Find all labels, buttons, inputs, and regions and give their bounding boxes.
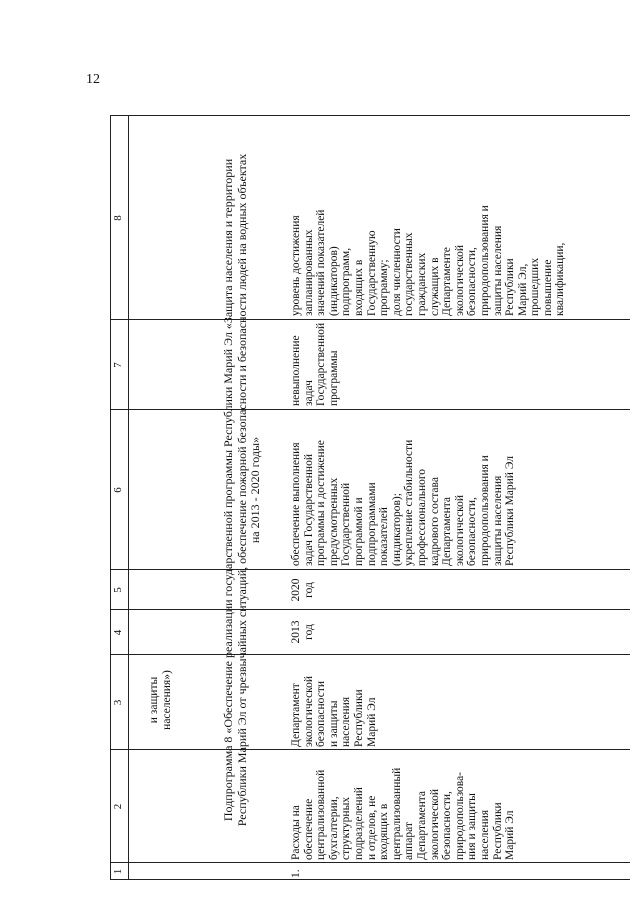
col-border-8 — [110, 115, 630, 116]
text-line: 2013 — [290, 620, 302, 644]
text-line: Департамент — [290, 683, 302, 747]
title-line: на 2013 - 2020 годы» — [248, 436, 262, 544]
text-line: предусмотренных — [327, 477, 340, 566]
row-executor-cell — [290, 657, 378, 747]
text-line: безопасности, — [466, 497, 479, 566]
text-line: Республики — [504, 258, 517, 316]
text-line: защиты населения — [491, 225, 504, 316]
text-line: безопасности, — [441, 791, 454, 860]
text-line: Республики Марий Эл — [504, 455, 517, 566]
text-line: экологической — [302, 675, 315, 747]
text-line: экологической — [428, 788, 441, 860]
row-indicator-cell — [290, 120, 567, 316]
header-col-5: 5 — [112, 587, 124, 593]
header-col-6: 6 — [112, 487, 124, 493]
header-col-2: 2 — [112, 803, 124, 810]
text-line: программой и — [352, 497, 365, 566]
col-border-5 — [110, 569, 630, 570]
text-line: подпрограммами — [365, 482, 378, 566]
text-line: квалификации, — [554, 242, 567, 316]
text-line: Марий Эл — [504, 810, 517, 860]
header-row-border — [128, 115, 129, 880]
text-line: подпрограмм, — [340, 247, 353, 316]
col-border-4 — [110, 609, 630, 610]
text-line: задач — [302, 380, 315, 406]
page-number: 12 — [86, 72, 100, 87]
text-line: год — [302, 624, 315, 640]
text-line: Марий Эл — [365, 697, 378, 747]
text-line: Департамента — [441, 496, 454, 566]
continued-executor-cell — [148, 655, 173, 745]
text-line: служащих в — [428, 257, 441, 316]
text-line: населения») — [160, 670, 173, 730]
text-line: Департамента — [415, 790, 428, 860]
row-number: 1. — [290, 869, 302, 878]
text-line: защиты населения — [491, 475, 504, 566]
text-line: профессионального — [415, 468, 428, 566]
text-line: значений показателей — [315, 209, 328, 316]
text-line: и отделов, не — [365, 795, 378, 860]
col-border-7 — [110, 319, 630, 320]
text-line: гражданских — [415, 252, 428, 316]
text-line: бухгалтерии, — [327, 796, 340, 860]
text-line: населения — [340, 696, 353, 747]
text-line: централизованный — [390, 767, 403, 860]
row-name-cell — [290, 752, 517, 860]
text-line: аппарат — [403, 822, 416, 860]
header-col-7: 7 — [112, 362, 124, 368]
text-line: невыполнение — [290, 335, 302, 406]
text-line: централизованной — [315, 769, 328, 860]
title-line: Республики Марий Эл от чрезвычайных ситуаций, обеспечение пожарной безопасности и безопасности людей на водных объектах — [234, 153, 249, 827]
text-line: Государственной — [340, 482, 353, 566]
text-line: доля численности — [390, 228, 403, 316]
table-top-border — [110, 115, 111, 880]
text-line: Республики — [491, 802, 504, 860]
text-line: задач Государственной — [302, 454, 315, 566]
text-line: Департаменте — [441, 247, 454, 316]
text-line: программы — [327, 350, 340, 406]
col-border-2 — [110, 749, 630, 750]
text-line: год — [302, 582, 315, 598]
col-border-1 — [110, 862, 630, 863]
header-col-8: 8 — [112, 215, 124, 221]
text-line: государственных — [403, 232, 416, 316]
text-line: населения — [478, 809, 491, 860]
text-line: программу; — [378, 259, 391, 316]
text-line: безопасности — [315, 680, 328, 747]
text-line: показателей — [378, 507, 391, 566]
subprogram-title — [222, 140, 263, 840]
title-line: Подпрограмма 8 «Обеспечение реализации государственной программы Республики Марий Эл «Защита населения и территории — [221, 158, 235, 822]
text-line: экологической — [453, 244, 466, 316]
text-line: входящих в — [378, 803, 391, 860]
text-line: и защиты — [327, 700, 340, 747]
rotated-table-page — [110, 115, 630, 880]
header-col-3: 3 — [112, 699, 124, 706]
text-line: Марий Эл, — [516, 263, 529, 316]
text-line: природопользова- — [453, 771, 466, 860]
text-line: ния и защиты — [466, 793, 479, 860]
text-line: природопользования и — [478, 205, 491, 316]
col-border-6 — [110, 409, 630, 410]
text-line: 2020 — [290, 578, 302, 602]
text-line: Государственной — [315, 322, 328, 406]
text-line: запланированных — [302, 229, 315, 316]
header-col-1: 1 — [112, 868, 124, 875]
text-line: программы и достижение — [315, 440, 328, 566]
text-line: укрепление стабильности — [403, 439, 416, 566]
text-line: Государственную — [365, 230, 378, 316]
text-line: повышение — [541, 259, 554, 316]
text-line: прошедших — [529, 257, 542, 316]
header-col-4: 4 — [112, 629, 124, 636]
text-line: и защиты — [148, 676, 160, 724]
text-line: безопасности, — [466, 247, 479, 316]
text-line: обеспечение — [302, 798, 315, 860]
text-line: Расходы на — [290, 805, 302, 860]
text-line: экологической — [453, 494, 466, 566]
text-line: обеспечение выполнения — [290, 442, 302, 566]
text-line: (индикаторов); — [390, 493, 403, 566]
text-line: (индикаторов) — [327, 246, 340, 316]
row-start-year-cell — [290, 610, 315, 654]
row-end-year-cell — [290, 570, 315, 610]
text-line: кадрового состава — [428, 477, 441, 566]
text-line: Республики — [352, 689, 365, 747]
text-line: природопользования и — [478, 455, 491, 566]
row-result-cell — [290, 413, 517, 566]
col-border-0 — [110, 879, 630, 880]
text-line: уровень достижения — [290, 215, 302, 316]
text-line: подразделений — [352, 787, 365, 860]
text-line: структурных — [340, 796, 353, 860]
row-consequences-cell — [290, 322, 340, 406]
text-line: входящих в — [352, 259, 365, 316]
col-border-3 — [110, 654, 630, 655]
